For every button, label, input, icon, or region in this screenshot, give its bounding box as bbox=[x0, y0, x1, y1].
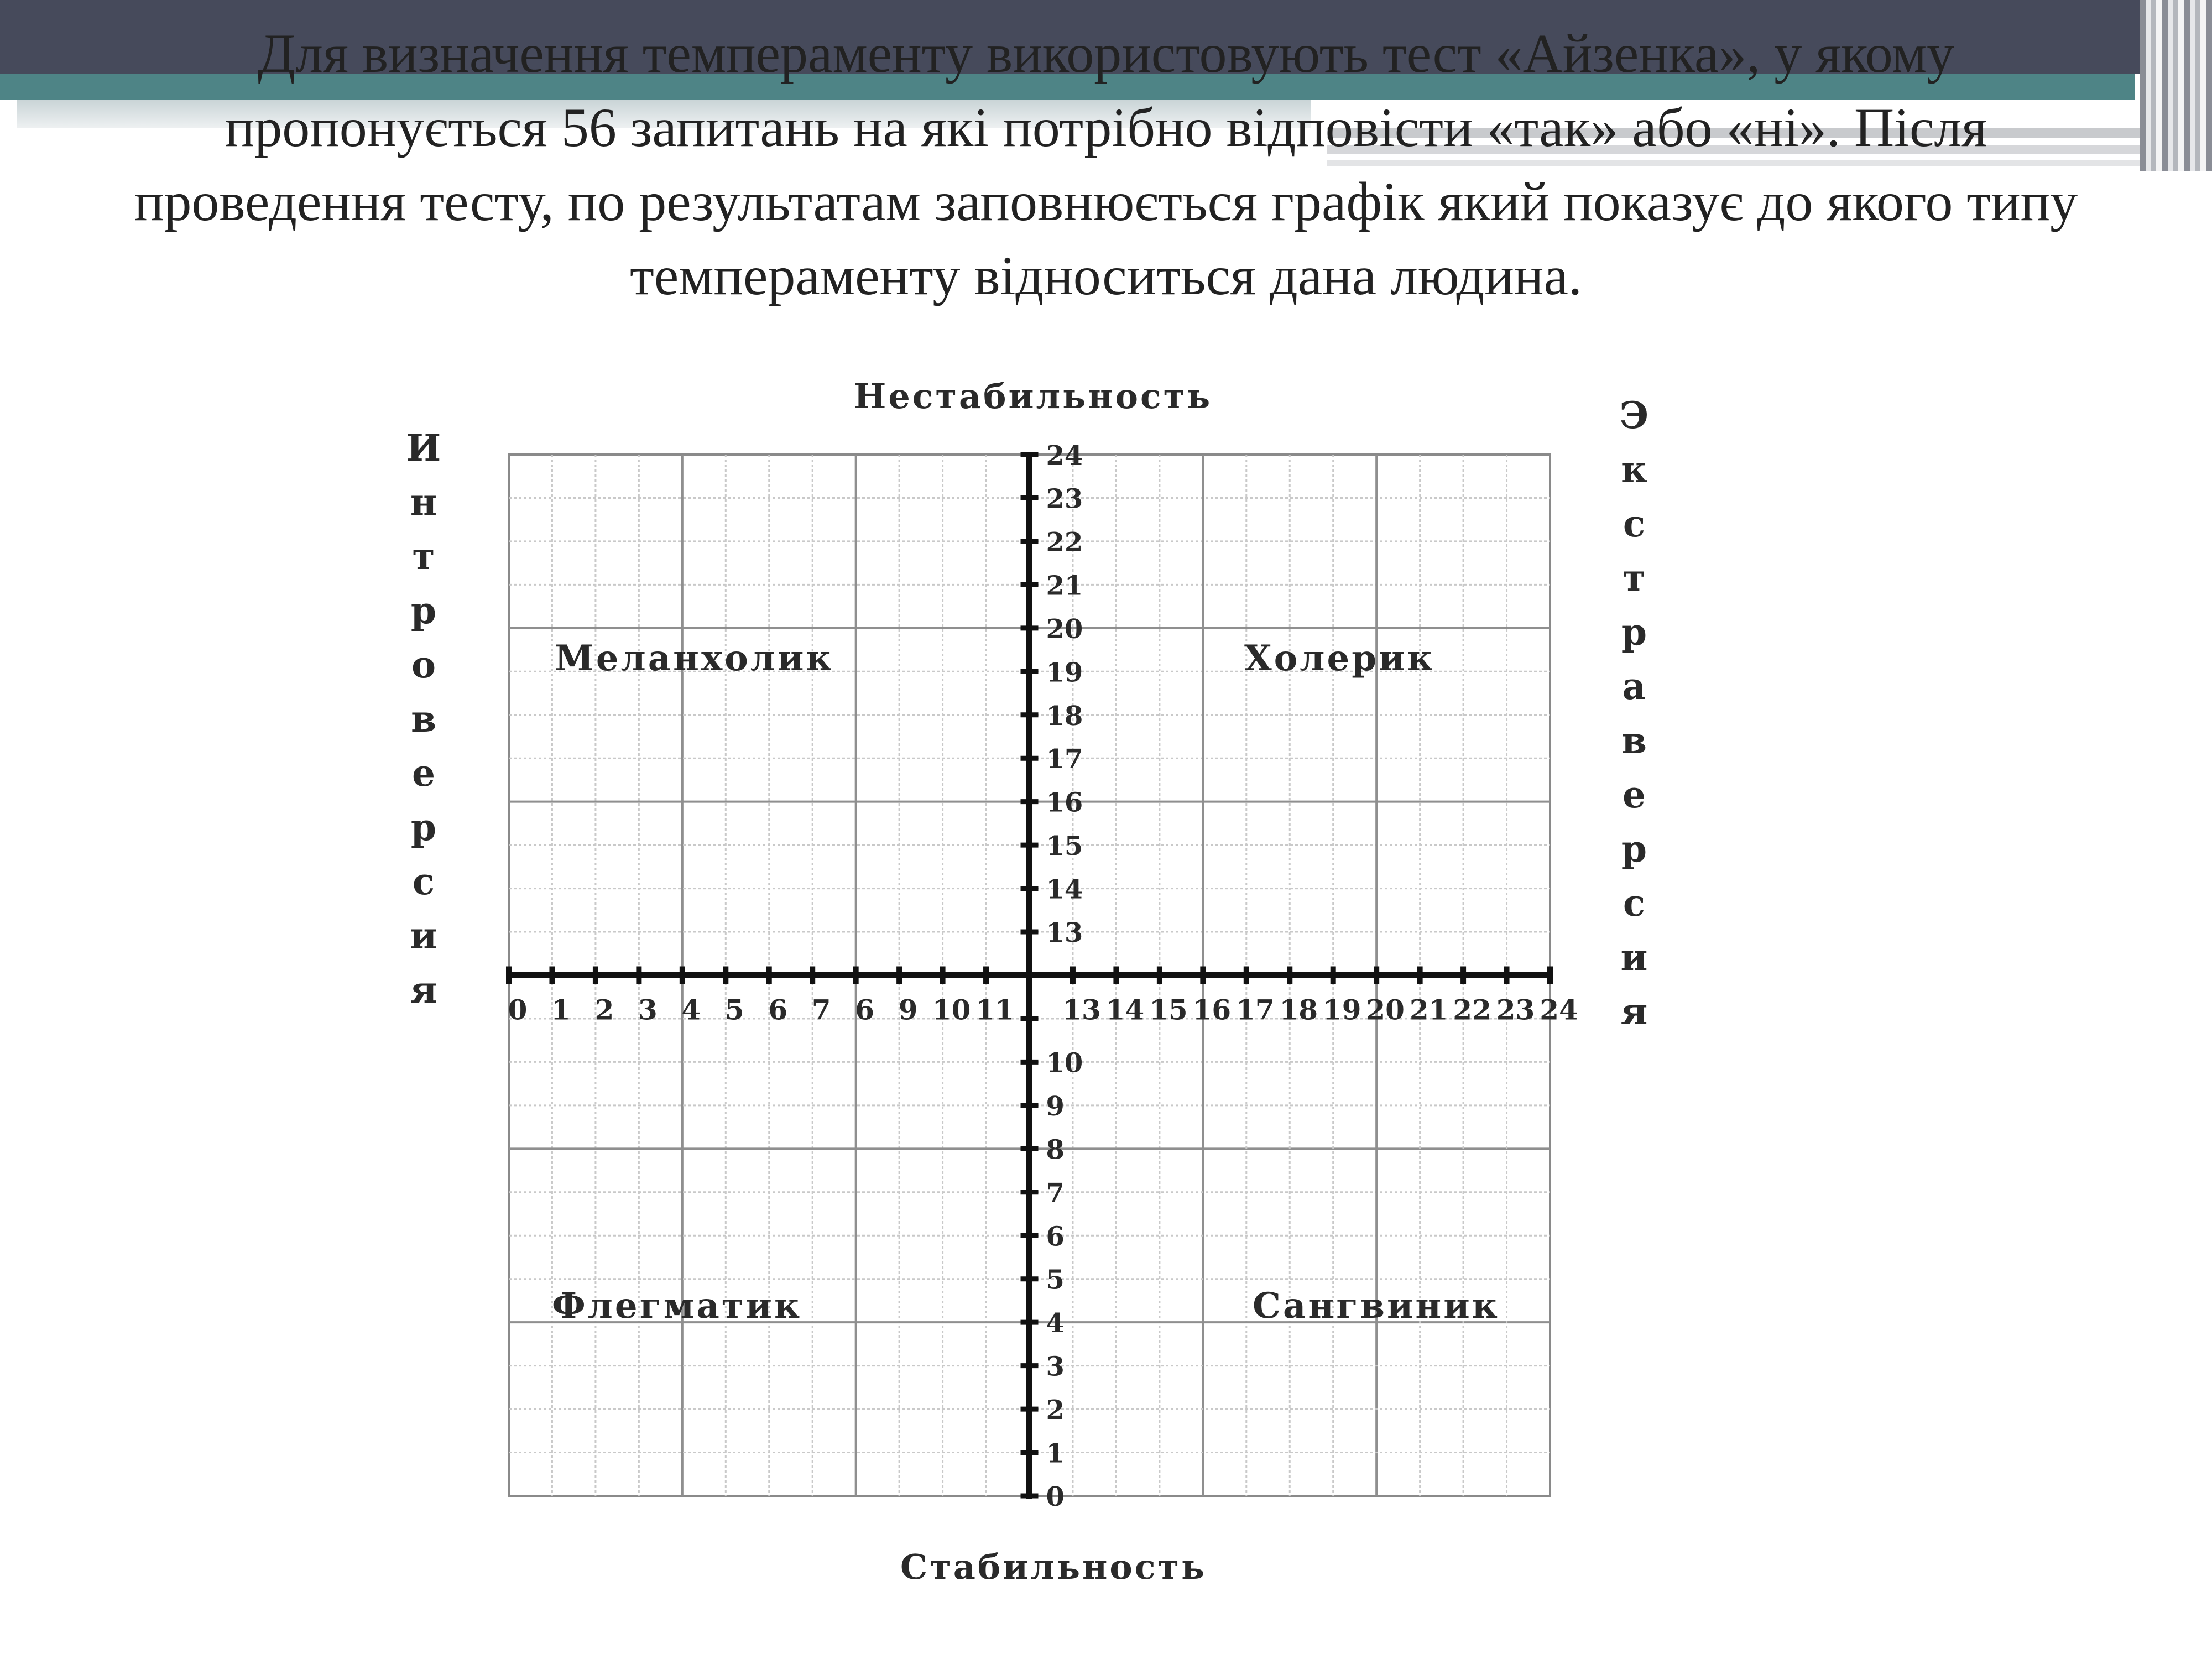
quadrant-label-melancholic: Меланхолик bbox=[555, 638, 834, 679]
y-tick-label: 20 bbox=[1046, 613, 1083, 645]
right-axis-label bbox=[1613, 394, 1656, 1044]
x-tick-label: 14 bbox=[1105, 993, 1145, 1026]
text-line: Для визначення темпераменту використовують тест «Айзенка», у якому bbox=[257, 23, 1955, 84]
y-tick-label: 5 bbox=[1046, 1264, 1065, 1296]
y-tick-label: 18 bbox=[1046, 700, 1083, 732]
x-tick-label: 15 bbox=[1149, 993, 1188, 1026]
y-tick-label: 8 bbox=[1046, 1134, 1065, 1166]
x-tick-label: 3 bbox=[638, 993, 658, 1026]
x-tick-label: 0 bbox=[508, 993, 528, 1026]
y-tick-label: 17 bbox=[1046, 744, 1083, 775]
y-tick-label: 16 bbox=[1046, 787, 1083, 818]
x-tick-label: 20 bbox=[1366, 993, 1405, 1026]
text-line: проведення тесту, по результатам заповнюється графік який показує до якого типу bbox=[134, 171, 2078, 232]
y-tick-label: 6 bbox=[1046, 1221, 1065, 1253]
left-axis-label bbox=[402, 426, 445, 1022]
y-tick-label: 10 bbox=[1046, 1047, 1083, 1079]
quadrant-label-phlegmatic: Флегматик bbox=[552, 1285, 802, 1327]
x-tick-label: 16 bbox=[1192, 993, 1232, 1026]
x-tick-label: 4 bbox=[681, 993, 701, 1026]
x-tick-label: 21 bbox=[1409, 993, 1448, 1026]
y-tick-label: 0 bbox=[1046, 1481, 1065, 1512]
x-tick-label: 6 bbox=[768, 993, 788, 1026]
chart-title-bottom: Стабильность bbox=[900, 1547, 1207, 1587]
y-tick-label: 7 bbox=[1046, 1177, 1065, 1209]
y-tick-label: 21 bbox=[1046, 570, 1083, 602]
x-tick-label: 23 bbox=[1496, 993, 1535, 1026]
x-tick-label: 1 bbox=[551, 993, 571, 1026]
left-axis-label-text: Интроверсия bbox=[402, 426, 445, 1022]
quadrant-label-choleric: Холерик bbox=[1244, 638, 1435, 679]
y-tick-label: 14 bbox=[1046, 874, 1083, 905]
text-line: темпераменту відноситься дана людина. bbox=[630, 245, 1582, 306]
y-tick-label: 19 bbox=[1046, 657, 1083, 688]
x-tick-label: 5 bbox=[724, 993, 744, 1026]
y-tick-label: 4 bbox=[1046, 1308, 1065, 1339]
x-tick-label: 10 bbox=[932, 993, 971, 1026]
y-tick-label: 24 bbox=[1046, 440, 1083, 471]
x-tick-label: 22 bbox=[1453, 993, 1491, 1026]
x-tick-label: 13 bbox=[1062, 993, 1101, 1026]
y-tick-label: 1 bbox=[1046, 1438, 1065, 1469]
x-tick-label: 19 bbox=[1322, 993, 1361, 1026]
x-tick-label: 7 bbox=[811, 993, 831, 1026]
y-tick-label: 13 bbox=[1046, 917, 1083, 949]
y-tick-label: 22 bbox=[1046, 526, 1083, 558]
chart-title-top: Нестабильность bbox=[853, 376, 1213, 416]
x-tick-label: 17 bbox=[1235, 993, 1275, 1026]
x-tick-label: 18 bbox=[1279, 993, 1318, 1026]
x-tick-label: 2 bbox=[594, 993, 614, 1026]
x-tick-label: 9 bbox=[898, 993, 918, 1026]
y-tick-label: 2 bbox=[1046, 1395, 1065, 1426]
y-tick-label: 23 bbox=[1046, 483, 1083, 515]
x-tick-label: 24 bbox=[1540, 993, 1578, 1026]
x-tick-label: 11 bbox=[975, 993, 1014, 1026]
y-tick-label: 3 bbox=[1046, 1351, 1065, 1383]
quadrant-label-sanguine: Сангвиник bbox=[1253, 1285, 1500, 1327]
text-line: пропонується 56 запитань на які потрібно відповісти «так» або «ні». Після bbox=[225, 97, 1987, 158]
x-tick-label: 6 bbox=[855, 993, 875, 1026]
right-axis-label-text: Экстраверсия bbox=[1613, 394, 1656, 1044]
y-tick-label: 15 bbox=[1046, 831, 1083, 862]
y-tick-label: 9 bbox=[1046, 1091, 1065, 1122]
